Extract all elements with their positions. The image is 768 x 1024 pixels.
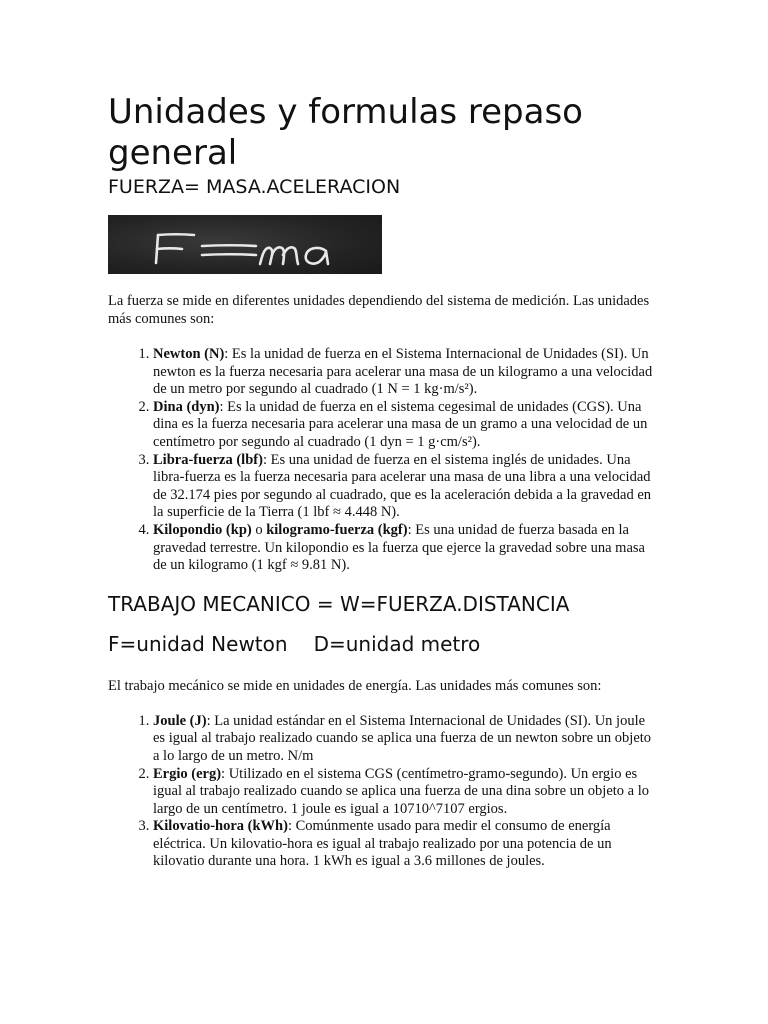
list-item-connector: o [251,521,267,538]
fuerza-units-list [108,346,660,575]
chalk-formula-drawing [108,215,382,274]
list-item-text: : Comúnmente usado para medir el consumo de energía eléctrica. Un kilovatio-hora es igual al trabajo realizado por una potencia de un kilovatio durante una hora. 1 kWh es igual a 3.6 millones de joules. [153,818,612,870]
trabajo-units-list [108,713,660,871]
document-body [108,92,660,871]
list-item-term: Kilopondio (kp) [153,521,252,538]
units-force: F=unidad Newton [108,631,288,656]
units-line [108,632,660,656]
list-item [153,452,660,522]
list-item-term: Ergio (erg) [153,765,222,782]
trabajo-intro: El trabajo mecánico se mide en unidades de energía. Las unidades más comunes son: [108,677,602,694]
list-item-text: : Es la unidad de fuerza en el sistema cegesimal de unidades (CGS). Una dina es la fuerza necesaria para acelerar una masa de un gramo a una velocidad de un centímetro por segundo al cuadrado (1 dyn = 1 g·cm/s²). [153,398,648,450]
trabajo-heading: TRABAJO MECANICO = W=FUERZA.DISTANCIA [108,591,570,616]
list-item [153,713,660,766]
list-item-text: : Es una unidad de fuerza basada en la gravedad terrestre. Un kilopondio es la fuerza que ejerce la gravedad sobre una masa de un kilogramo (1 kgf ≈ 9.81 N). [153,521,645,574]
document-title: Unidades y formulas repaso general [108,92,583,173]
list-item [153,818,660,871]
list-item [153,522,660,575]
list-item [153,766,660,819]
list-item-term: Dina (dyn) [153,398,220,415]
fuerza-intro: La fuerza se mide en diferentes unidades dependiendo del sistema de medición. Las unidades más comunes son: [108,293,650,327]
list-item-term: Joule (J) [153,712,207,729]
list-item [153,399,660,452]
chalkboard-formula-image [108,215,382,274]
units-distance: D=unidad metro [313,631,481,656]
list-item [153,346,660,399]
list-item-text: : Utilizado en el sistema CGS (centímetro-gramo-segundo). Un ergio es igual al trabajo realizado cuando se aplica una fuerza de una dina sobre un objeto a lo largo de un centímetro. 1 joule es igual a 10710^7107 ergios. [153,765,650,817]
list-item-text: : La unidad estándar en el Sistema Internacional de Unidades (SI). Un joule es igual al trabajo realizado cuando se aplica una fuerza de un newton sobre un objeto a lo largo de un metro. N/m [153,712,652,764]
list-item-term: Newton (N) [153,346,225,362]
list-item-term-alt: kilogramo-fuerza (kgf) [266,521,408,538]
fuerza-heading: FUERZA= MASA.ACELERACION [108,176,401,198]
list-item-text: : Es una unidad de fuerza en el sistema inglés de unidades. Una libra-fuerza es la fuerza necesaria para acelerar una masa de una libra a una velocidad de 32.174 pies por segundo al cuadrado, que es la aceleración debida a la gravedad en la superficie de la Tierra (1 lbf ≈ 4.448 N). [153,451,652,521]
list-item-term: Kilovatio-hora (kWh) [153,818,288,835]
list-item-text: : Es la unidad de fuerza en el Sistema Internacional de Unidades (SI). Un newton es la fuerza necesaria para acelerar una masa de un kilogramo a una velocidad de un metro por segundo al cuadrado (1 N = 1 kg·m/s²). [153,346,653,398]
list-item-term: Libra-fuerza (lbf) [153,451,263,468]
